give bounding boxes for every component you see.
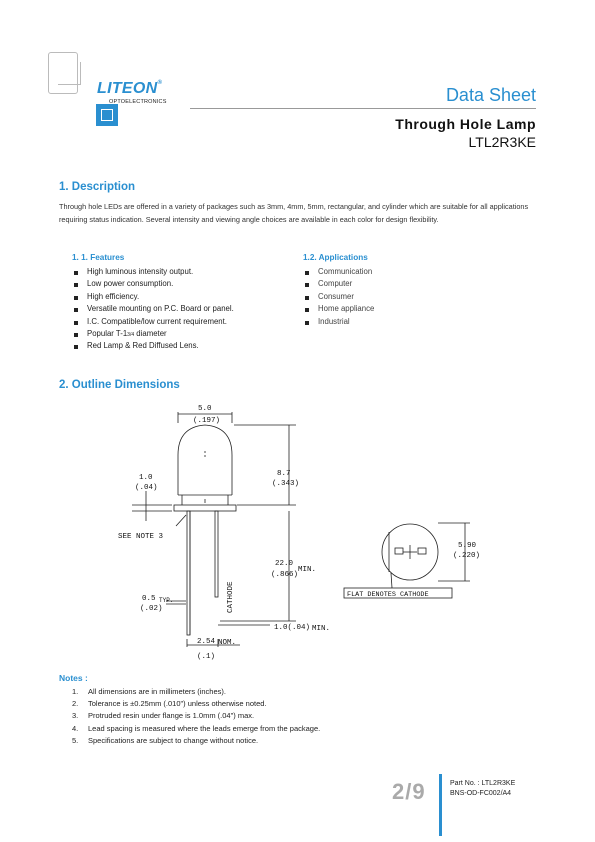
logo-blue-square <box>96 104 118 126</box>
brand-logo-text: LITEON® <box>97 80 163 97</box>
features-heading: 1. 1. Features <box>72 253 125 262</box>
list-item: Communication <box>303 266 374 278</box>
list-item: Popular T-13/4 diameter <box>72 328 234 340</box>
cathode-label: CATHODE <box>227 581 235 613</box>
section-heading-outline: 2. Outline Dimensions <box>59 379 180 391</box>
flat-note-label: FLAT DENOTES CATHODE <box>347 591 429 599</box>
lead-left <box>187 511 190 635</box>
part-number: LTL2R3KE <box>468 134 536 150</box>
dim-diameter-in: (.197) <box>193 417 221 425</box>
dim-pitch-in: (.1) <box>197 653 216 661</box>
dim-pitch-mm: 2.54 <box>197 638 216 646</box>
applications-list <box>303 266 374 328</box>
list-item: 5. Specifications are subject to change without notice. <box>72 735 259 745</box>
list-item: Consumer <box>303 291 374 303</box>
notes-list <box>72 686 320 747</box>
dim-lead-gap: 1.0(.04) <box>274 624 311 632</box>
brand-subtitle: OPTOELECTRONICS <box>109 99 167 105</box>
list-item: Low power consumption. <box>72 278 234 290</box>
dim-lead-length-in: (.866) <box>271 571 299 579</box>
list-item: I.C. Compatible/low current requirement. <box>72 316 234 328</box>
dim-height-in: (.343) <box>272 480 300 488</box>
dim-lead-width-in: (.02) <box>140 605 163 613</box>
dim-lead-length-min: MIN. <box>298 566 317 574</box>
list-item: Industrial <box>303 316 374 328</box>
list-item: 3. Protruded resin under flange is 1.0mm (.04") max. <box>72 711 255 721</box>
list-item: 4. Lead spacing is measured where the leads emerge from the package. <box>72 723 321 733</box>
dim-lead-gap-min: MIN. <box>312 625 331 633</box>
list-item: Red Lamp & Red Diffused Lens. <box>72 340 234 352</box>
dim-lead-width-mm: 0.5 <box>142 595 156 603</box>
dim-diameter-mm: 5.0 <box>198 405 212 413</box>
dim-lead-length-mm: 22.0 <box>275 560 294 568</box>
list-item: Computer <box>303 278 374 290</box>
see-note-label: SEE NOTE 3 <box>118 533 164 541</box>
section-heading-description: 1. Description <box>59 181 136 193</box>
applications-heading: 1.2. Applications <box>303 253 368 262</box>
list-item: High efficiency. <box>72 291 234 303</box>
lead-right <box>215 511 218 597</box>
dim-flange-dia-in: (.220) <box>453 552 481 560</box>
notes-heading: Notes : <box>59 673 88 683</box>
footer-part-number: Part No. : LTL2R3KE <box>450 780 516 787</box>
outline-drawing <box>0 395 595 670</box>
page-number: 2/9 <box>392 779 426 804</box>
dim-height-mm: 8.7 <box>277 470 291 478</box>
logo-corner-mark <box>58 62 81 85</box>
footer-doc-code: BNS-OD-FC002/A4 <box>450 790 512 797</box>
description-text: Through hole LEDs are offered in a variety of packages such as 3mm, 4mm, 5mm, rectangular, and cylinder which are suitable for all applications requiring status indication. Several intensity and viewing angle choices are available in each color for design flexibility. <box>59 202 529 224</box>
footer-accent-bar <box>439 774 442 836</box>
dim-flange-in: (.04) <box>135 484 158 492</box>
list-item: 1. All dimensions are in millimeters (inches). <box>72 687 226 696</box>
list-item: Home appliance <box>303 303 374 315</box>
dim-pitch-nom: NOM. <box>218 639 237 647</box>
list-item: Versatile mounting on P.C. Board or panel. <box>72 303 234 315</box>
doc-type-title: Data Sheet <box>445 85 536 105</box>
dim-lead-width-typ: TYP. <box>159 597 174 604</box>
dim-flange-mm: 1.0 <box>139 474 153 482</box>
dim-flange-dia-mm: 5.90 <box>458 542 477 550</box>
header-divider <box>190 108 536 109</box>
product-title: Through Hole Lamp <box>395 116 536 132</box>
features-list <box>72 266 234 353</box>
list-item: 2. Tolerance is ±0.25mm (.010") unless otherwise noted. <box>72 699 267 709</box>
led-dome-outline <box>178 425 232 495</box>
list-item: High luminous intensity output. <box>72 266 234 278</box>
